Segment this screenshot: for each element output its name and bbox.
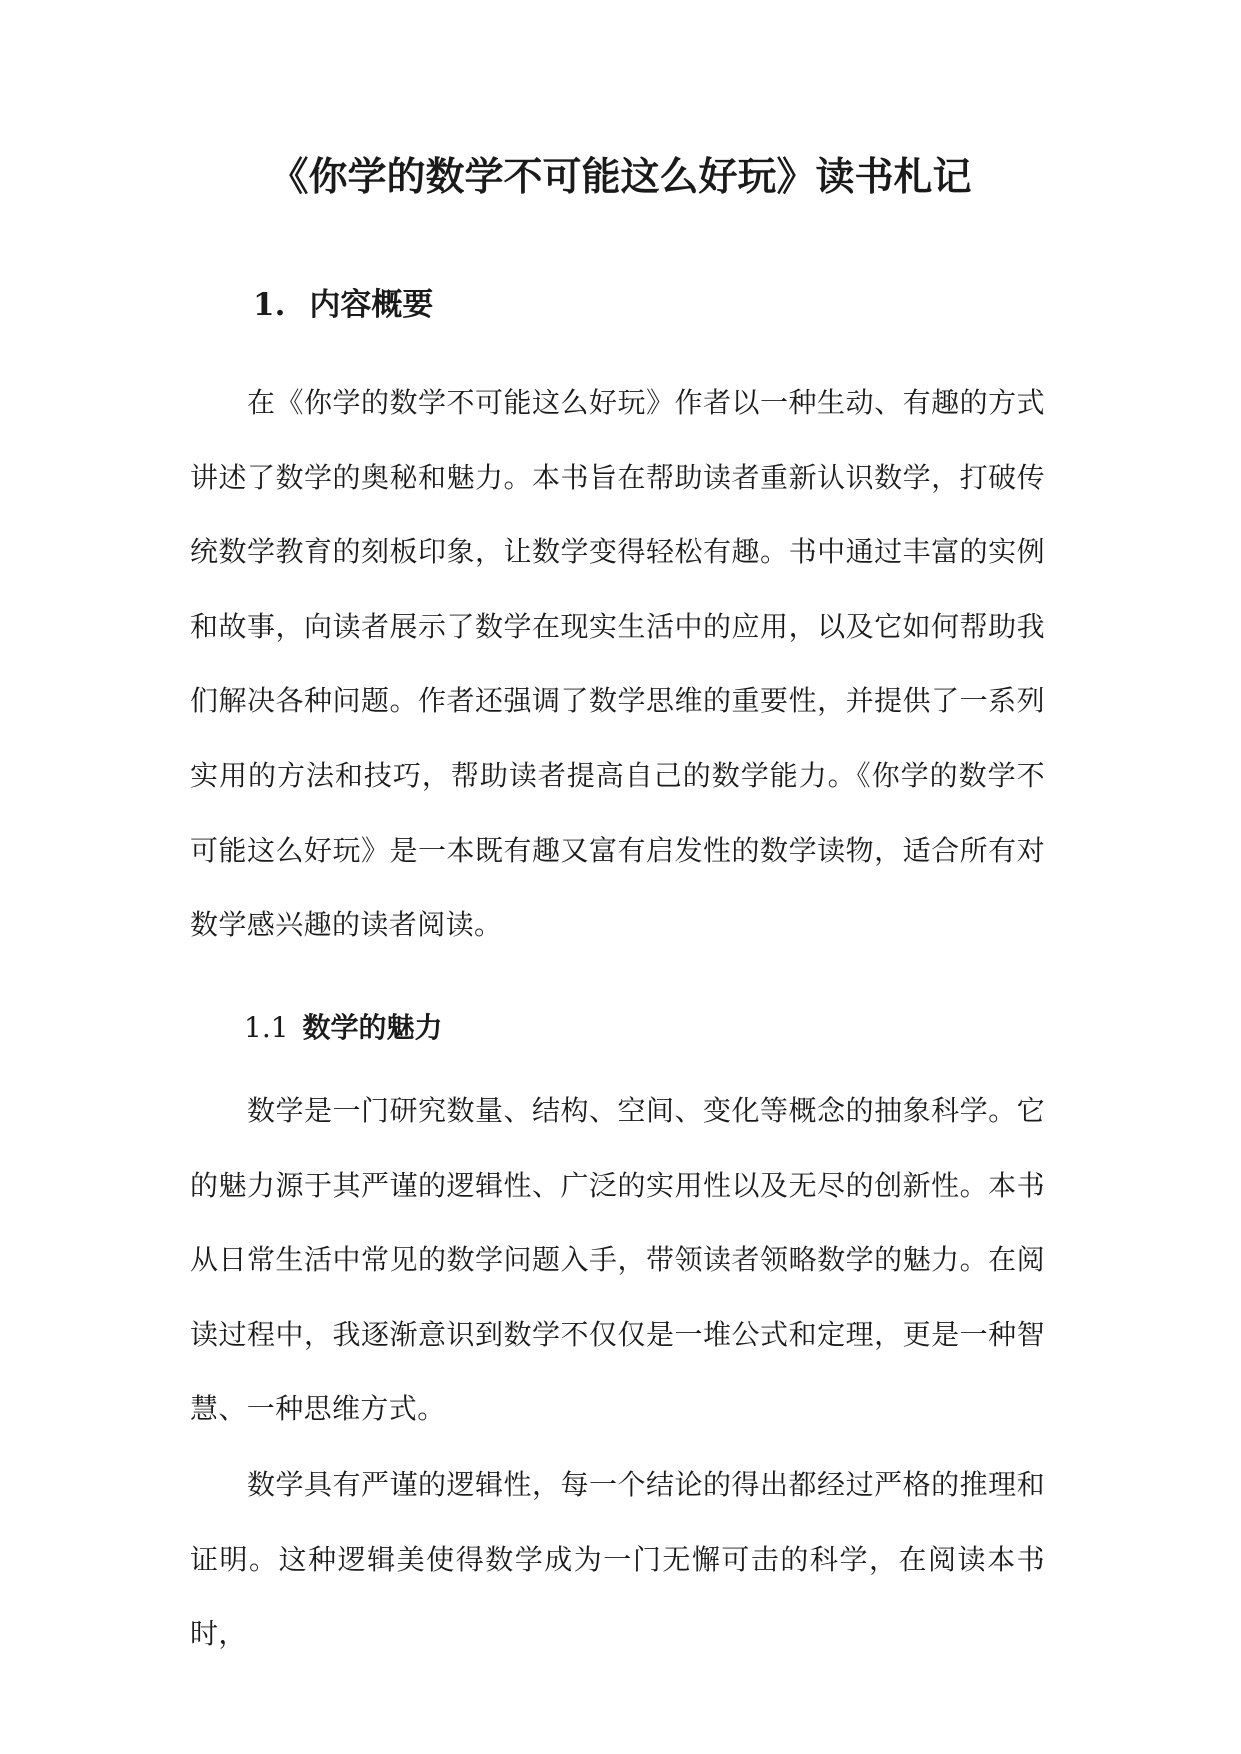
section-number: 1. <box>253 287 286 323</box>
charm-paragraph-2: 数学具有严谨的逻辑性，每一个结论的得出都经过严格的推理和证明。这种逻辑美使得数学成为一门无懈可击的科学，在阅读本书时， <box>190 1468 1045 1651</box>
section-title: 内容概要 <box>309 287 434 323</box>
section-heading-1 <box>253 280 433 330</box>
summary-paragraph: 在《你学的数学不可能这么好玩》作者以一种生动、有趣的方式讲述了数学的奥秘和魅力。本书旨在帮助读者重新认识数学，打破传统数学教育的刻板印象，让数学变得轻松有趣。书中通过丰富的实例和故事，向读者展示了数学在现实生活中的应用，以及它如何帮助我们解决各种问题。作者还强调了数学思维的重要性，并提供了一系列实用的方法和技巧，帮助读者提高自己的数学能力。《你学的数学不可能这么好玩》是一本既有趣又富有启发性的数学读物，适合所有对数学感兴趣的读者阅读。 <box>190 386 1045 942</box>
charm-paragraph-1: 数学是一门研究数量、结构、空间、变化等概念的抽象科学。它的魅力源于其严谨的逻辑性、广泛的实用性以及无尽的创新性。本书从日常生活中常见的数学问题入手，带领读者领略数学的魅力。在阅读过程中，我逐渐意识到数学不仅仅是一堆公式和定理，更是一种智慧、一种思维方式。 <box>190 1094 1045 1426</box>
subsection-number: 1.1 <box>244 1011 289 1044</box>
subsection-title: 数学的魅力 <box>302 1011 443 1044</box>
document-title: 《你学的数学不可能这么好玩》读书札记 <box>269 155 972 200</box>
subsection-heading-1-1 <box>244 1006 443 1050</box>
